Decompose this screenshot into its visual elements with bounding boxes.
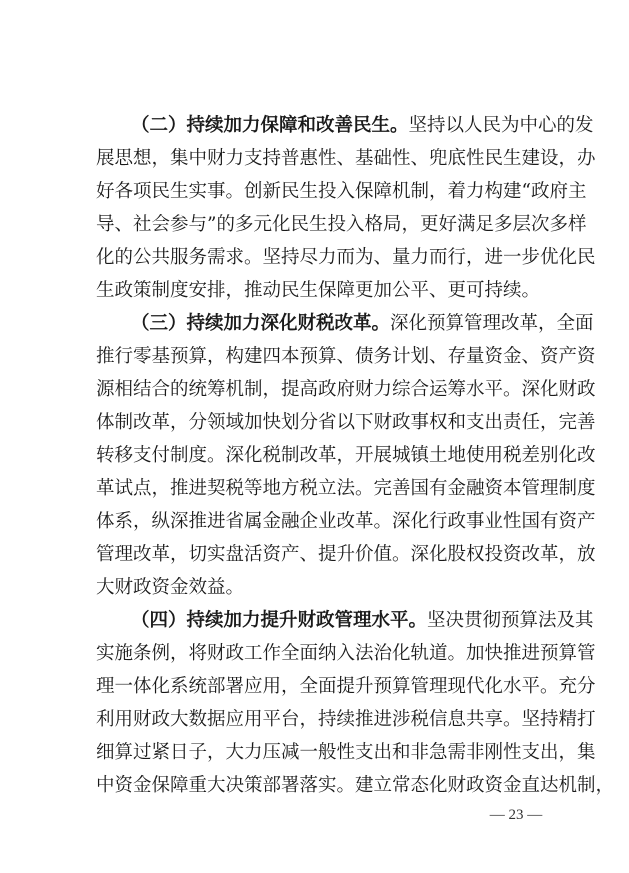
- paragraph-line: 管理改革，切实盘活资产、提升价值。深化股权投资改革，放: [96, 544, 596, 565]
- paragraph-line: 革试点，推进契税等地方税立法。完善国有金融资本管理制度: [96, 478, 596, 499]
- paragraph-text: 坚决贯彻预算法及其: [427, 610, 594, 631]
- paragraph-line: 细算过紧日子，大力压减一般性支出和非急需非刚性支出，集: [96, 742, 596, 763]
- paragraph-line: 展思想，集中财力支持普惠性、基础性、兜底性民生建设，办: [96, 148, 596, 169]
- page-number: — 23 —: [489, 807, 543, 823]
- paragraph-line: 实施条例，将财政工作全面纳入法治化轨道。加快推进预算管: [96, 643, 596, 664]
- section-heading: （四）持续加力提升财政管理水平。: [131, 610, 428, 631]
- paragraph-line: 好各项民生实事。创新民生投入保障机制，着力构建“政府主: [96, 181, 587, 202]
- section-heading: （三）持续加力深化财税改革。: [131, 313, 391, 334]
- paragraph-line: 中资金保障重大决策部署落实。建立常态化财政资金直达机制，: [96, 775, 615, 796]
- paragraph-text: 深化预算管理改革，全面: [390, 313, 594, 334]
- paragraph-line: 转移支付制度。深化税制改革，开展城镇土地使用税差别化改: [96, 445, 596, 466]
- paragraph-line: 源相结合的统筹机制，提高政府财力综合运筹水平。深化财政: [96, 379, 596, 400]
- paragraph-line: [131, 607, 594, 635]
- paragraph-text: 坚持以人民为中心的发: [408, 115, 594, 136]
- paragraph-line: 利用财政大数据应用平台，持续推进涉税信息共享。坚持精打: [96, 709, 596, 730]
- section-heading: （二）持续加力保障和改善民生。: [131, 115, 409, 136]
- paragraph-line: 推行零基预算，构建四本预算、债务计划、存量资金、资产资: [96, 346, 596, 367]
- paragraph-line: 理一体化系统部署应用，全面提升预算管理现代化水平。充分: [96, 676, 596, 697]
- paragraph-line: 化的公共服务需求。坚持尽力而为、量力而行，进一步优化民: [96, 247, 596, 268]
- paragraph-line: [131, 112, 594, 140]
- paragraph-line: 体系，纵深推进省属金融企业改革。深化行政事业性国有资产: [96, 511, 596, 532]
- paragraph-line: 导、社会参与”的多元化民生投入格局，更好满足多层次多样: [96, 214, 587, 235]
- paragraph-line: 体制改革，分领域加快划分省以下财政事权和支出责任，完善: [96, 412, 596, 433]
- paragraph-line: [131, 310, 594, 338]
- paragraph-line: 大财政资金效益。: [96, 577, 245, 598]
- paragraph-line: 生政策制度安排，推动民生保障更加公平、更可持续。: [96, 280, 541, 301]
